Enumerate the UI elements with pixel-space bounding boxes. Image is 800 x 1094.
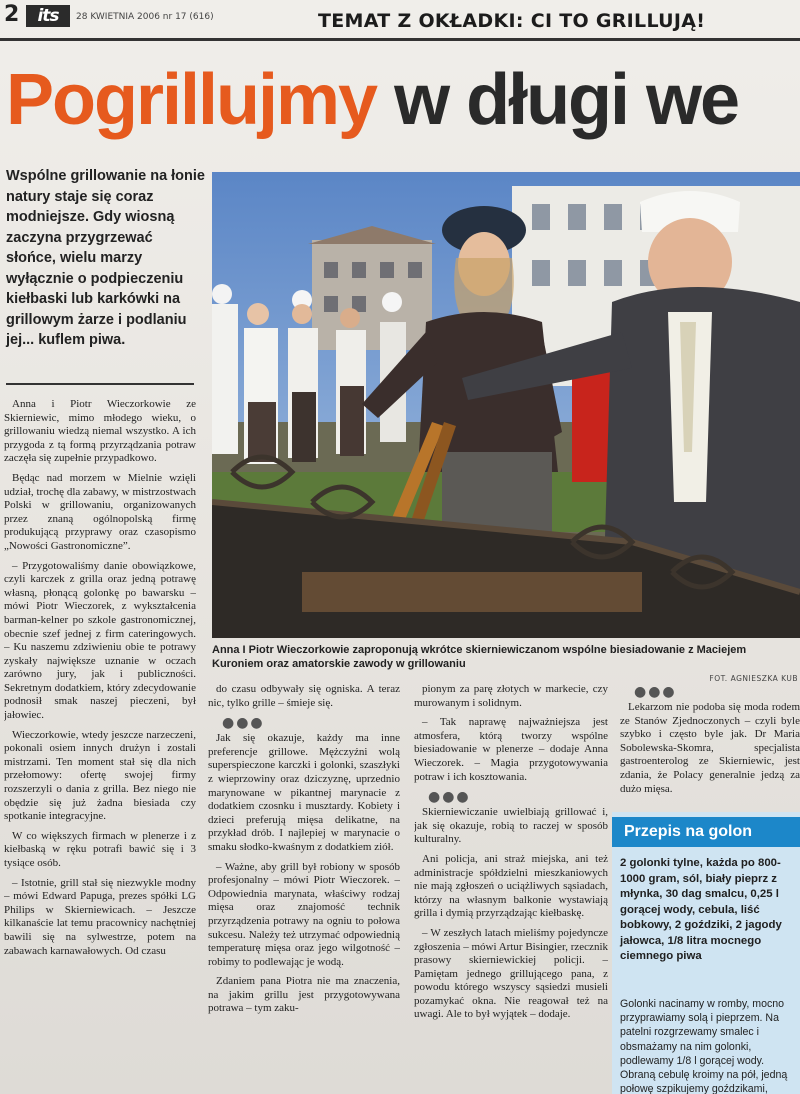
- paragraph: Skierniewiczanie uwielbiają grillować i, jak się okazuje, robią to raczej w sposób kulturalny.: [414, 806, 608, 846]
- lead-divider: [6, 383, 194, 385]
- section-title: TEMAT Z OKŁADKI: CI TO GRILLUJĄ!: [318, 10, 706, 32]
- page-header: [0, 0, 800, 40]
- headline-part-dark: w długi we: [394, 60, 739, 140]
- photo-caption: Anna I Piotr Wieczorkowie zaproponują wkrótce skierniewiczanom wspólne biesiadowanie z Maciejem Kuroniem oraz amatorskie zawody w grillowaniu: [212, 644, 747, 670]
- article-lead: Wspólne grillowanie na łonie natury staje się coraz modniejsze. Gdy wiosną zaczyna przygrzewać słońce, wielu marzy wyłącznie o podpieczeniu kiełbaski lub karkówki na grillowym żarze i podlaniu jej... kuflem piwa.: [6, 168, 205, 348]
- paragraph: Jak się okazuje, każdy ma inne preferencje grillowe. Mężczyźni wolą superspieczone karczki i golonki, szaszłyki z wieprzowiny oraz dziczyznę, uprzednio marynowane w pikantnej marynacie z dodatkiem czosnku i musztardy. Kobiety i dzieci preferują mięsa delikatne, na przykład drób. I najlepiej w marynacie o smaku słodko-kwaśnym z dodatkiem ziół.: [208, 732, 400, 853]
- article-headline: [6, 60, 739, 140]
- paragraph: Będąc nad morzem w Mielnie wzięli udział, trochę dla zabawy, w mistrzostwach Polski w grillowaniu, organizowanych przez znaną ogólnopolską firmę produkującą przyprawy oraz czasopismo „Nowości Gastronomiczne”.: [4, 471, 196, 552]
- section-separator-dots: ●●●: [634, 684, 677, 700]
- article-photo: [212, 172, 800, 638]
- paragraph: – Istotnie, grill stał się niezwykle modny – mówi Edward Papuga, prezes spółki LG Philips w Skierniewicach. – Jeszcze kilkanaście lat temu pracownicy nachętniej bawili się na sylwestrze, potem na zabawach karnawałowych. Od czasu: [4, 876, 196, 957]
- headline-part-orange: Pogrillujmy: [6, 60, 377, 140]
- paragraph: Zdaniem pana Piotra nie ma znaczenia, na jakim grillu jest przygotowywana potrawa – tym zaku-: [208, 975, 400, 1015]
- paragraph: Lekarzom nie podoba się moda rodem ze Stanów Zjednoczonych – czyli byle szybko i często byle jak. Dr Maria Sobolewska-Skomra, specjalista gastroenterolog ze Skierniewic, jest zdania, że Polacy generalnie jedzą za dużo mięsa.: [620, 701, 800, 795]
- recipe-title: Przepis na golon: [612, 817, 800, 847]
- photo-credit: FOT. AGNIESZKA KUB: [709, 674, 798, 683]
- paragraph: W co większych firmach w plenerze i z kiełbaską w ręku potrafi bawić się i 3 tysiące osób.: [4, 829, 196, 869]
- page-number: 2: [4, 2, 20, 27]
- paragraph: Ani policja, ani straż miejska, ani też administracje spółdzielni mieszkaniowych nie mają zgłoszeń o uciążliwych sąsiadach, którzy na własnym balkonie wystawiają grilla i dymią przyrządzając kiełbaskę.: [414, 852, 608, 920]
- newspaper-logo: its: [26, 5, 70, 27]
- recipe-box: [612, 812, 800, 1094]
- article-column-2: [208, 683, 400, 1094]
- recipe-instructions: Golonki nacinamy w romby, mocno przyprawiamy solą i pieprzem. Na patelni rozgrzewamy smalec i obsmażamy na nim golonki, podlewamy 1/8 l gorącej wody. Obraną cebulę kroimy na pół, jedną połowę szpikujemy goździkami,: [620, 998, 788, 1094]
- issue-date: 28 KWIETNIA 2006 nr 17 (616): [76, 12, 214, 22]
- paragraph: – Tak naprawę najważniejsza jest atmosfera, którą tworzy wspólne biesiadowanie w plenerze – dodaje Anna Wieczorek. – Magia przygotowywania potraw i ich kosztowania.: [414, 716, 608, 783]
- paragraph: do czasu odbywały się ogniska. A teraz nic, tylko grille – śmieje się.: [208, 683, 400, 709]
- article-column-1: [4, 398, 196, 1094]
- recipe-ingredients: 2 golonki tylne, każda po 800-1000 gram, sól, biały pieprz z młynka, 30 dag smalcu, 0,25 l gorącej wody, cebula, liść bobkowy, 2 goździki, 2 jagody jałowca, 1/8 litra mocnego ciemnego piwa: [620, 857, 782, 962]
- paragraph: Wieczorkowie, wtedy jeszcze narzeczeni, pokonali osiem innych drużyn i zostali mistrzami. Ten moment stał się dla nich przełomowy: ofertę swojej firmy rozszerzyli o dania z grilla. Bez niego nie obędzie się już żadna biesiada czy spotkanie integracyjne.: [4, 728, 196, 823]
- article-column-4: [620, 683, 800, 813]
- section-separator-dots: ●●●: [428, 789, 471, 806]
- paragraph: – W zeszłych latach mieliśmy pojedyncze zgłoszenia – mówi Artur Bisingier, rzecznik prasowy skierniewickiej policji. – Pamiętam jednego grillującego pana, z powodu którego wszyscy sąsiedzi musieli pozamykać okna. Nie reagował też na uwagi. Ale to był wyjątek – dodaje.: [414, 926, 608, 1021]
- paragraph: pionym za parę złotych w markecie, czy murowanym i solidnym.: [414, 683, 608, 709]
- header-rule: [0, 38, 800, 41]
- section-separator-dots: ●●●: [222, 715, 265, 732]
- paragraph: Anna i Piotr Wieczorkowie ze Skierniewic, mimo młodego wieku, o grillowaniu wiedzą niemal wszystko. A ich przygoda z tą formą przyrządzania potraw zaczęła się zupełnie przypadkowo.: [4, 398, 196, 465]
- grill-scene-photo: [212, 172, 800, 638]
- paragraph: – Przygotowaliśmy danie obowiązkowe, czyli karczek z grilla oraz jedną potrawę własną, płonącą golonkę po bawarsku – mówi Piotr Wieczorek, z wykształcenia barman-kelner po szkole gastronomicznej, obecnie szef jednej z firm cateringowych. – Ku naszemu zdziwieniu obie te potrawy zyskały największe uznanie w oczach zarówno jury, jak i publiczności. Sekretnym dodatkiem, który zdecydowanie podnosił smak naszej pieczeni, był jałowiec.: [4, 559, 196, 722]
- paragraph: – Ważne, aby grill był robiony w sposób profesjonalny – mówi Piotr Wieczorek. – Odpowiednia marynata, właściwy rodzaj mięsa oraz znajomość technik przyrządzenia potrawy na ogniu to połowa sukcesu. Należy też utrzymać odpowiednią temperaturę mięsa oraz jego wilgotność – robimy to podlewając je wodą.: [208, 860, 400, 968]
- article-column-3: [414, 683, 608, 1094]
